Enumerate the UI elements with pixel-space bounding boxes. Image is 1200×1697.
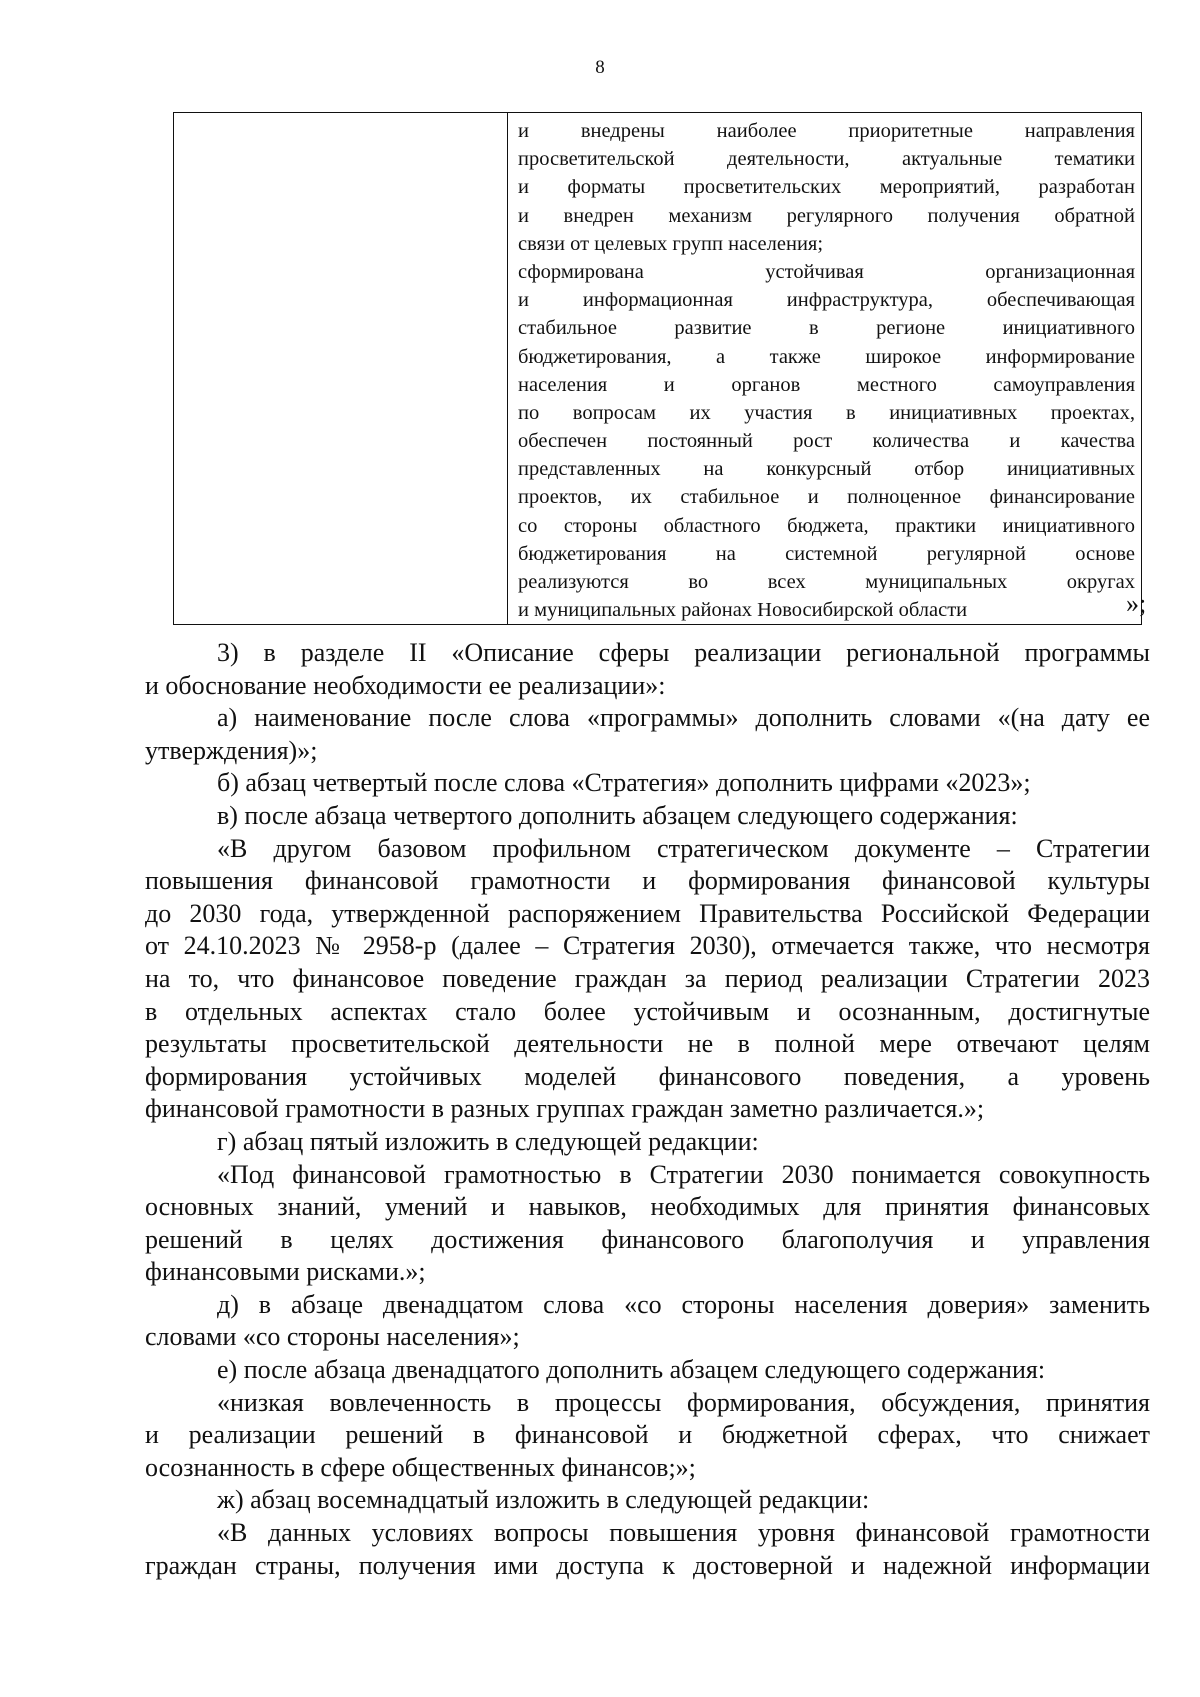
- text-line: в) после абзаца четвертого дополнить абзацем следующего содержания:: [217, 800, 1018, 830]
- cell-line: и внедрены наиболее приоритетные направления: [518, 120, 1135, 142]
- text-line: основных знаний, умений и навыков, необходимых для принятия финансовых: [145, 1192, 1150, 1222]
- table-cell-empty: [174, 113, 508, 625]
- text-line: г) абзац пятый изложить в следующей редакции:: [217, 1126, 759, 1156]
- text-line: повышения финансовой грамотности и формирования финансовой культуры: [145, 866, 1150, 896]
- text-line: и обоснование необходимости ее реализации»:: [145, 670, 666, 700]
- text-line: «низкая вовлеченность в процессы формирования, обсуждения, принятия: [217, 1387, 1150, 1417]
- text-line: 3) в разделе II «Описание сферы реализации региональной программы: [217, 638, 1150, 667]
- text-line: ж) абзац восемнадцатый изложить в следующей редакции:: [217, 1485, 870, 1515]
- table-closing-quote: »;: [1126, 589, 1147, 618]
- cell-line: бюджетирования, а также широкое информирование: [518, 345, 1135, 368]
- cell-line: представленных на конкурсный отбор инициативных: [518, 458, 1135, 481]
- cell-line: населения и органов местного самоуправления: [518, 373, 1135, 396]
- cell-line: и информационная инфраструктура, обеспечивающая: [518, 289, 1135, 312]
- cell-line: обеспечен постоянный рост количества и качества: [518, 430, 1135, 453]
- text-line: б) абзац четвертый после слова «Стратегия» дополнить цифрами «2023»;: [217, 768, 1031, 798]
- cell-line: и внедрен механизм регулярного получения обратной: [518, 204, 1135, 227]
- continuation-table: [173, 112, 1142, 625]
- text-line: словами «со стороны населения»;: [145, 1322, 520, 1352]
- page-number: 8: [595, 57, 605, 78]
- text-line: на то, что финансовое поведение граждан за период реализации Стратегии 2023: [145, 963, 1150, 993]
- cell-line: проектов, их стабильное и полноценное финансирование: [518, 486, 1135, 509]
- text-line: финансовыми рисками.»;: [145, 1257, 426, 1287]
- text-line: «Под финансовой грамотностью в Стратегии 2030 понимается совокупность: [217, 1159, 1150, 1189]
- text-line: от 24.10.2023 № 2958-р (далее – Стратегия 2030), отмечается также, что несмотря: [145, 931, 1150, 961]
- cell-line: со стороны областного бюджета, практики инициативного: [518, 514, 1135, 537]
- text-line: «В данных условиях вопросы повышения уровня финансовой грамотности: [217, 1518, 1150, 1548]
- cell-line: по вопросам их участия в инициативных проектах,: [518, 401, 1135, 424]
- text-line: е) после абзаца двенадцатого дополнить абзацем следующего содержания:: [217, 1355, 1046, 1385]
- text-line: осознанность в сфере общественных финансов;»;: [145, 1452, 696, 1482]
- cell-line: бюджетирования на системной регулярной основе: [518, 542, 1135, 565]
- text-line: формирования устойчивых моделей финансового поведения, а уровень: [145, 1061, 1150, 1091]
- table-row: [174, 113, 1142, 625]
- text-line: и реализации решений в финансовой и бюджетной сферах, что снижает: [145, 1420, 1150, 1450]
- cell-line: сформирована устойчивая организационная: [518, 260, 1135, 283]
- cell-line: просветительской деятельности, актуальные тематики: [518, 148, 1135, 171]
- cell-line: стабильное развитие в регионе инициативного: [518, 317, 1135, 340]
- text-line: в отдельных аспектах стало более устойчивым и осознанным, достигнутые: [145, 996, 1150, 1026]
- text-line: д) в абзаце двенадцатом слова «со стороны населения доверия» заменить: [217, 1289, 1150, 1319]
- cell-line: реализуются во всех муниципальных округах: [518, 571, 1135, 593]
- text-line: результаты просветительской деятельности не в полной мере отвечают целям: [145, 1029, 1150, 1059]
- text-line: финансовой грамотности в разных группах граждан заметно различается.»;: [145, 1094, 985, 1124]
- text-line: до 2030 года, утвержденной распоряжением Правительства Российской Федерации: [145, 898, 1150, 928]
- document-body: [145, 637, 1150, 1582]
- cell-line: и форматы просветительских мероприятий, разработан: [518, 176, 1135, 199]
- text-line: граждан страны, получения ими доступа к достоверной и надежной информации: [145, 1550, 1150, 1580]
- cell-line: и муниципальных районах Новосибирской области: [518, 599, 968, 622]
- text-line: утверждения)»;: [145, 735, 318, 765]
- text-line: решений в целях достижения финансового благополучия и управления: [145, 1224, 1150, 1254]
- text-line: «В другом базовом профильном стратегическом документе – Стратегии: [217, 833, 1150, 863]
- text-line: а) наименование после слова «программы» дополнить словами «(на дату ее: [217, 703, 1150, 733]
- table-cell-text: [508, 113, 1142, 625]
- cell-line: связи от целевых групп населения;: [518, 232, 824, 255]
